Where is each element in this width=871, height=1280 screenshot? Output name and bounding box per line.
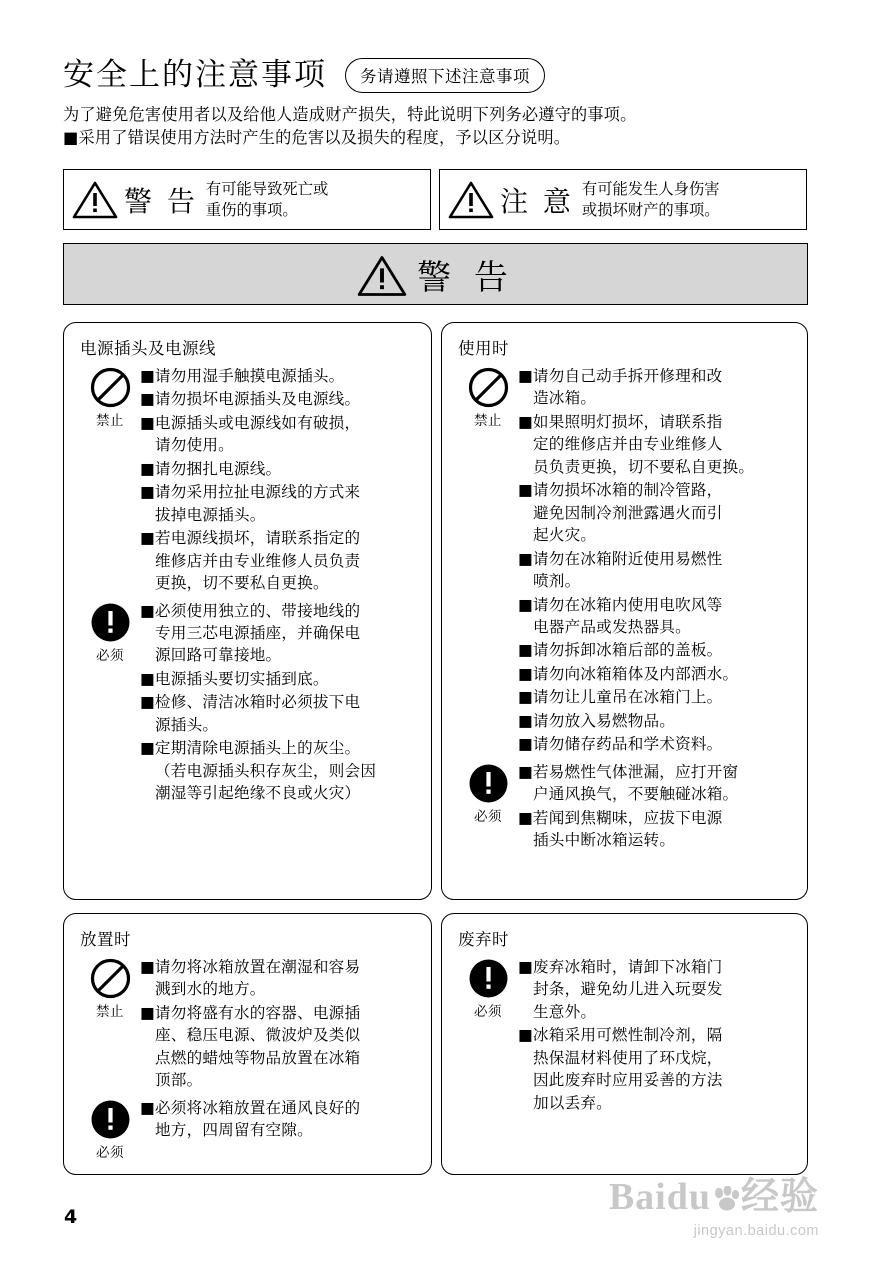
rule-item: ■请勿损坏冰箱的制冷管路， 避免因制冷剂泄露遇火而引 起火灾。 (518, 481, 723, 545)
panel-power-plug-cord (63, 322, 432, 900)
watermark-url: jingyan.baidu.com (693, 1223, 819, 1240)
panel-title: 使用时 (458, 339, 509, 358)
rule-item: ■请勿向冰箱箱体及内部洒水。 (518, 664, 739, 683)
banner-warning-triangle-icon (357, 254, 403, 294)
rule-item: ■若电源线损坏，请联系指定的 维修店并由专业维修人员负责 更换，切不要私自更换。 (140, 529, 361, 593)
intro-line-2: ■采用了错误使用方法时产生的危害以及损失的程度，予以区分说明。 (63, 128, 571, 148)
rule-item: ■电源插头要切实插到底。 (140, 669, 329, 688)
rule-item: ■请勿在冰箱内使用电吹风等 电器产品或发热器具。 (518, 595, 723, 636)
rule-item: ■请勿让儿童吊在冰箱门上。 (518, 688, 723, 707)
rule-item: ■请勿储存药品和学术资料。 (518, 735, 723, 754)
rule-item: ■电源插头或电源线如有破损， 请勿使用。 (140, 413, 361, 455)
rule-item: ■定期清除电源插头上的灰尘。 （若电源插头积存灰尘，则会因 潮湿等引起绝缘不良或火灾） (140, 739, 377, 803)
legend-word-caution: 注 意 (500, 184, 574, 218)
rule-group (80, 365, 417, 596)
must-icon (468, 763, 509, 804)
legend-desc-warning-line-2: 重伤的事项。 (205, 200, 298, 219)
rule-icon-column (80, 1097, 140, 1161)
watermark-brand: Baidu (608, 1176, 711, 1218)
legend-desc-warning (206, 179, 328, 220)
legend-desc-caution-line-1: 有可能发生人身伤害 (581, 179, 720, 198)
panel-title: 电源插头及电源线 (80, 339, 216, 358)
page-title: 安全上的注意事项 (63, 57, 327, 94)
page-header (63, 58, 808, 150)
rule-item: ■请勿采用拉扯电源线的方式来 拔掉电源插头。 (140, 483, 361, 524)
rule-item-list (140, 365, 417, 596)
legend-desc-caution-line-2: 或损坏财产的事项。 (581, 200, 720, 219)
rule-item-list (140, 956, 417, 1093)
intro-line-1: 为了避免危害使用者以及给他人造成财产损失，特此说明下列务必遵守的事项。 (63, 105, 637, 124)
header-pill-note: 务请遵照下述注意事项 (345, 58, 545, 93)
legend-desc-caution (582, 179, 720, 220)
rule-icon-label: 禁止 (474, 413, 502, 429)
panel-title: 废弃时 (458, 930, 509, 949)
rule-icon-label: 必须 (474, 1004, 502, 1020)
caution-triangle-icon (448, 180, 494, 220)
legend-box-caution (439, 169, 807, 230)
rule-icon-label: 必须 (96, 1144, 124, 1161)
legend-box-warning (63, 169, 431, 230)
prohibit-icon (90, 958, 131, 999)
watermark (609, 1178, 819, 1239)
rule-icon-column (458, 761, 518, 825)
panel-placement (63, 913, 432, 1175)
rule-item: ■请勿将盛有水的容器、电源插 座、稳压电源、微波炉及类似 点燃的蜡烛等物品放置在冰箱 顶部。 (140, 1003, 361, 1090)
rule-item: ■请勿将冰箱放置在潮湿和容易 溅到水的地方。 (140, 958, 361, 999)
panel-during-use (441, 322, 808, 900)
paw-icon (711, 1181, 741, 1219)
warning-triangle-icon (72, 180, 118, 220)
rule-item: ■请勿自己动手拆开修理和改 造冰箱。 (518, 367, 723, 408)
prohibit-icon (468, 367, 509, 408)
rule-icon-column (80, 600, 140, 664)
rule-group (80, 600, 417, 806)
rule-group (80, 956, 417, 1093)
watermark-brand-cn: 经验 (740, 1176, 819, 1218)
banner-title: 警 告 (417, 257, 514, 298)
rule-item: ■冰箱采用可燃性制冷剂，隔 热保温材料使用了环戊烷， 因此废弃时应用妥善的方法 加以丢弃。 (518, 1026, 723, 1112)
rule-item: ■请勿放入易燃物品。 (518, 711, 676, 730)
legend-desc-warning-line-1: 有可能导致死亡或 (205, 179, 329, 198)
rule-icon-column (458, 956, 518, 1020)
title-row (63, 58, 808, 93)
rule-item: ■废弃冰箱时，请卸下冰箱门 封条，避免幼儿进入玩耍发 生意外。 (518, 958, 723, 1021)
panel-disposal (441, 913, 808, 1175)
legend-row (63, 169, 808, 230)
prohibit-icon (90, 367, 131, 408)
rule-item: ■请勿拆卸冰箱后部的盖板。 (518, 641, 723, 660)
panel-title: 放置时 (80, 930, 131, 949)
must-icon (468, 958, 509, 999)
rule-item: ■若闻到焦糊味，应拔下电源 插头中断冰箱运转。 (518, 808, 723, 850)
rule-item-list (518, 761, 793, 853)
intro-text (63, 103, 808, 150)
rule-icon-column (458, 365, 518, 429)
rule-icon-column (80, 956, 140, 1020)
must-icon (90, 602, 131, 643)
rule-item: ■如果照明灯损坏，请联系指 定的维修店并由专业维修人 员负责更换，切不要私自更换。 (518, 412, 755, 476)
rule-item: ■检修、清洁冰箱时必须拔下电 源插头。 (140, 693, 361, 734)
rule-item-list (140, 1097, 417, 1143)
rule-item: ■请勿在冰箱附近使用易燃性 喷剂。 (518, 549, 723, 591)
rule-item: ■必须使用独立的、带接地线的 专用三芯电源插座，并确保电 源回路可靠接地。 (140, 601, 361, 665)
rule-item: ■必须将冰箱放置在通风良好的 地方，四周留有空隙。 (140, 1098, 361, 1140)
rule-group (80, 1097, 417, 1161)
rule-group (458, 365, 793, 757)
rule-item: ■若易燃性气体泄漏，应打开窗 户通风换气，不要触碰冰箱。 (518, 762, 739, 804)
rule-icon-label: 必须 (96, 647, 124, 664)
rule-icon-label: 必须 (474, 808, 502, 825)
rule-icon-column (80, 365, 140, 429)
rule-item-list (140, 600, 417, 806)
rule-item: ■请勿用湿手触摸电源插头。 (140, 367, 345, 385)
rule-item-list (518, 956, 793, 1115)
warning-banner (63, 243, 808, 305)
legend-word-warning: 警 告 (124, 184, 198, 218)
must-icon (90, 1099, 131, 1140)
rule-icon-label: 禁止 (96, 1004, 124, 1020)
page-number: 4 (64, 1206, 78, 1228)
watermark-main (609, 1178, 819, 1219)
rule-group (458, 761, 793, 853)
rule-group (458, 956, 793, 1115)
rule-item: ■请勿捆扎电源线。 (140, 459, 282, 478)
rule-icon-label: 禁止 (96, 413, 124, 429)
rule-item-list (518, 365, 793, 757)
rule-item: ■请勿损坏电源插头及电源线。 (140, 390, 361, 409)
